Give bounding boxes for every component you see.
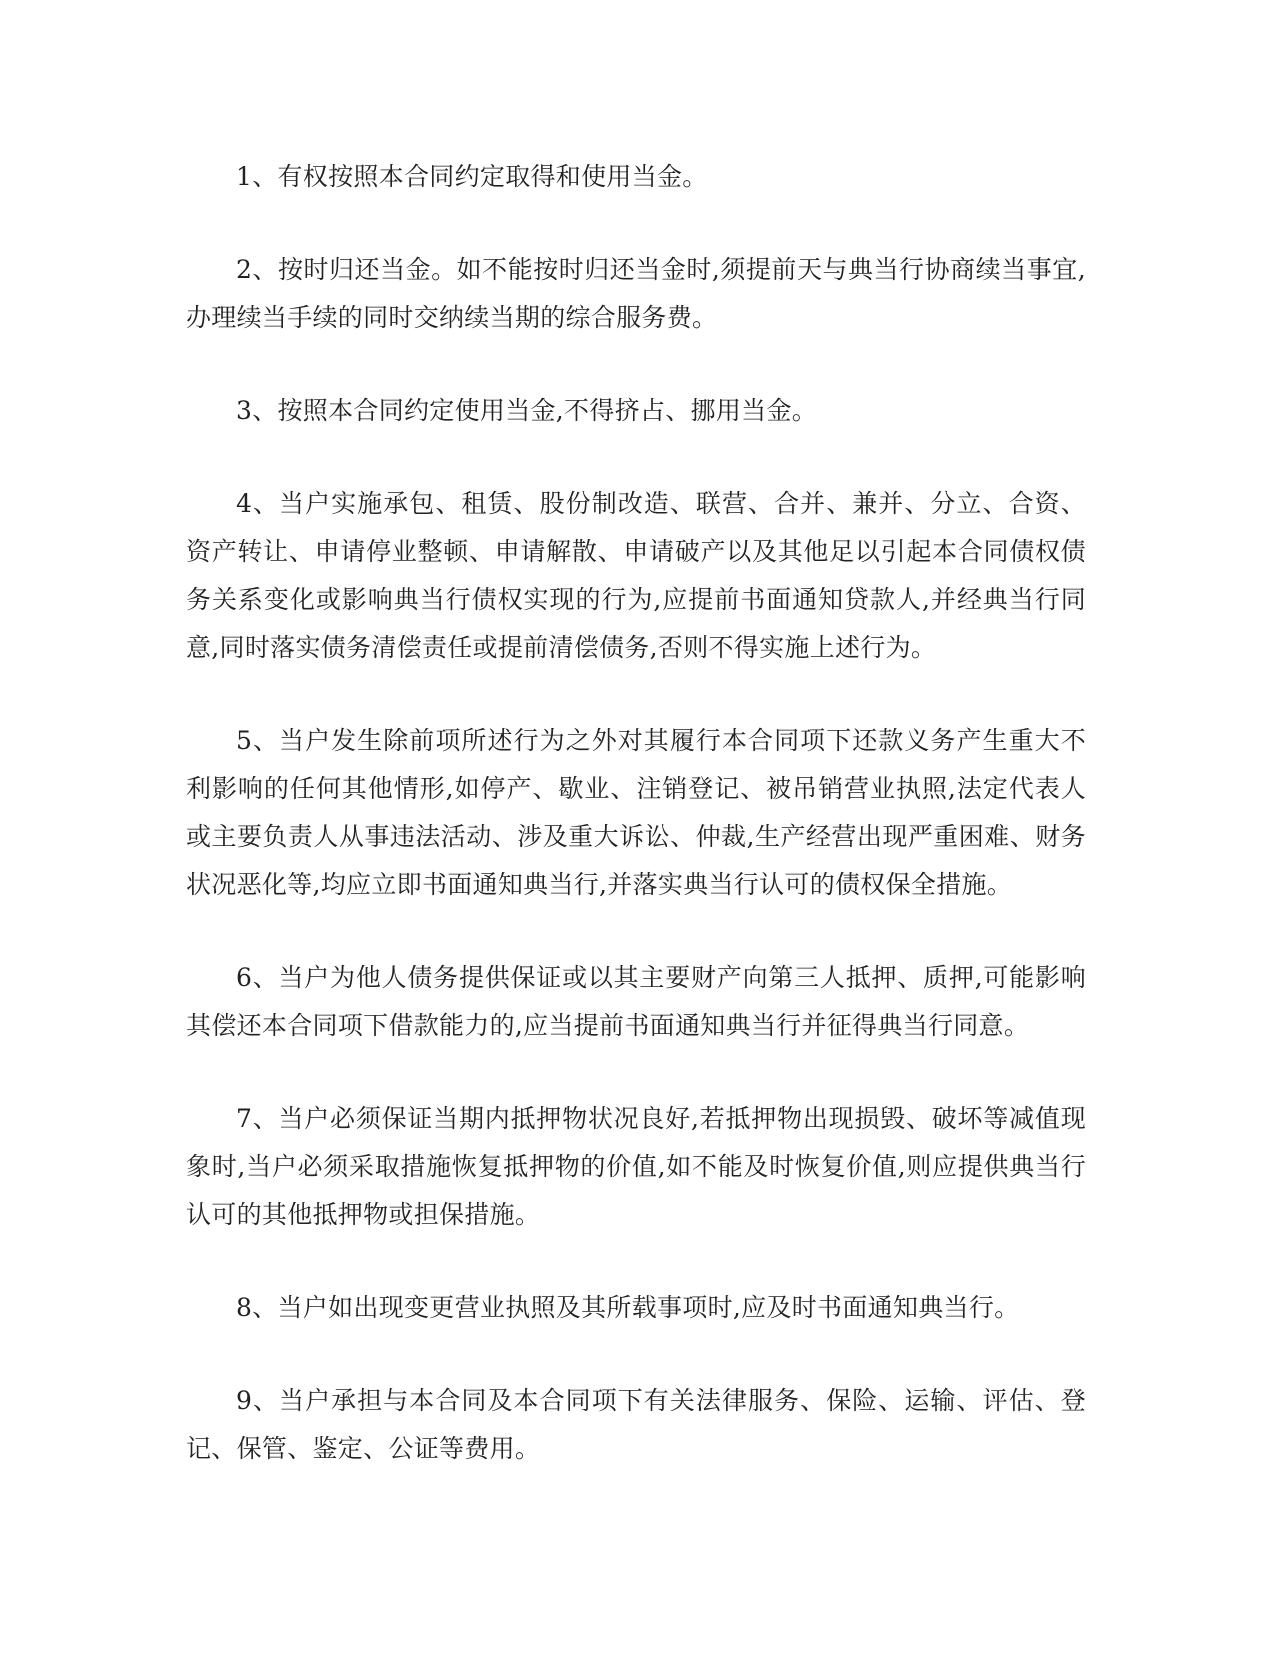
clause-3: 3、按照本合同约定使用当金,不得挤占、挪用当金。	[236, 396, 818, 425]
clause-1: 1、有权按照本合同约定取得和使用当金。	[236, 162, 708, 191]
clause-5: 5、当户发生除前项所述行为之外对其履行本合同项下还款义务产生重大不利影响的任何其他情形,如停产、歇业、注销登记、被吊销营业执照,法定代表人或主要负责人从事违法活动、涉及重大诉讼、仲裁,生产经营出现严重困难、财务状况恶化等,均应立即书面通知典当行,并落实典当行认可的债权保全措施。	[186, 726, 1086, 899]
clause-9: 9、当户承担与本合同及本合同项下有关法律服务、保险、运输、评估、登记、保管、鉴定、公证等费用。	[186, 1386, 1086, 1463]
clause-2: 2、按时归还当金。如不能按时归还当金时,须提前天与典当行协商续当事宜,办理续当手续的同时交纳续当期的综合服务费。	[186, 255, 1086, 332]
clause-4: 4、当户实施承包、租赁、股份制改造、联营、合并、兼并、分立、合资、资产转让、申请停业整顿、申请解散、申请破产以及其他足以引起本合同债权债务关系变化或影响典当行债权实现的行为,应提前书面通知贷款人,并经典当行同意,同时落实债务清偿责任或提前清偿债务,否则不得实施上述行为。	[186, 489, 1086, 662]
clause-7: 7、当户必须保证当期内抵押物状况良好,若抵押物出现损毁、破坏等减值现象时,当户必须采取措施恢复抵押物的价值,如不能及时恢复价值,则应提供典当行认可的其他抵押物或担保措施。	[186, 1104, 1086, 1229]
clause-6: 6、当户为他人债务提供保证或以其主要财产向第三人抵押、质押,可能影响其偿还本合同项下借款能力的,应当提前书面通知典当行并征得典当行同意。	[186, 963, 1086, 1040]
clause-8: 8、当户如出现变更营业执照及其所载事项时,应及时书面通知典当行。	[236, 1293, 1020, 1322]
document-body	[186, 153, 1086, 1518]
